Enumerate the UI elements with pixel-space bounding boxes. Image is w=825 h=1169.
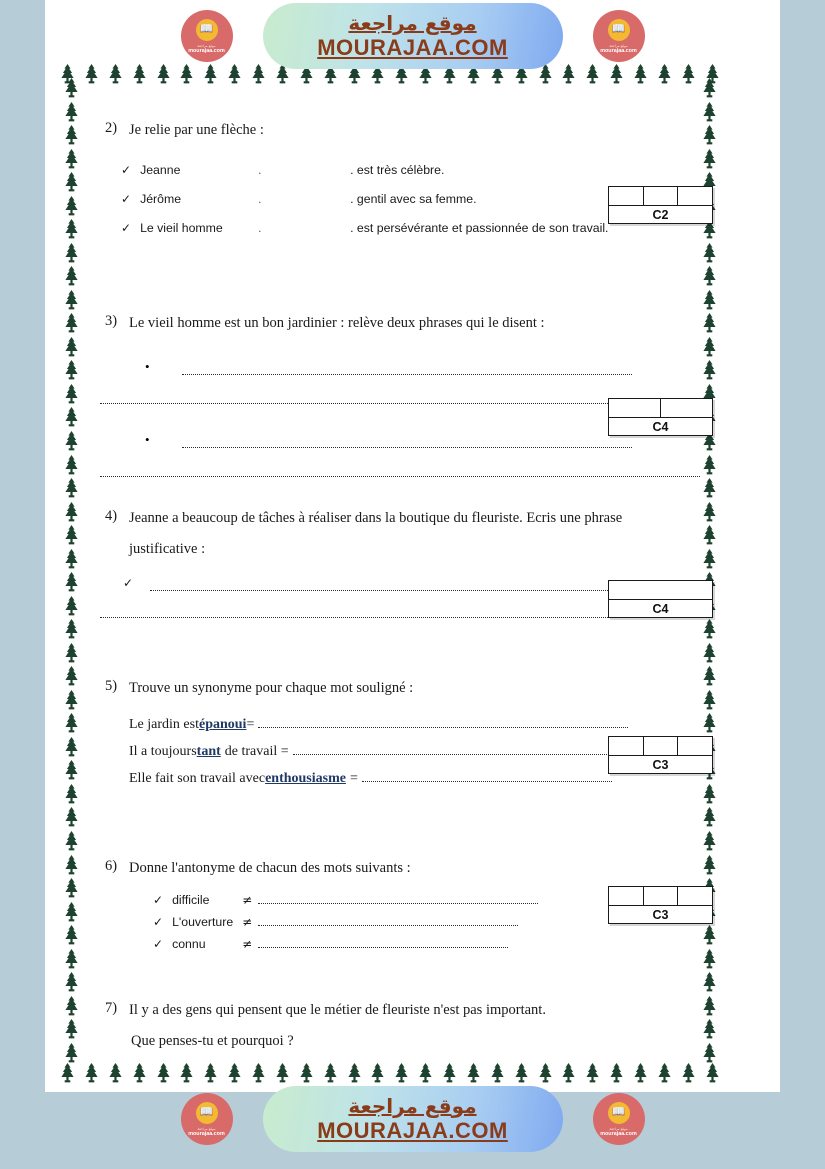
score-code: C4 (609, 417, 712, 435)
logo-url-text: mourajaa.com (188, 47, 225, 54)
exercise-4-prompt-line2: justificative : (129, 541, 206, 558)
logo-arabic-text: موقع مراجعة (609, 1126, 628, 1131)
score-code: C3 (609, 905, 712, 923)
score-cells[interactable] (609, 581, 712, 599)
match-left-anchor[interactable]: . (258, 192, 262, 207)
book-icon: 📖 (608, 19, 630, 41)
antonym-row[interactable] (153, 937, 705, 951)
score-code: C4 (609, 599, 712, 617)
logo-url-text: mourajaa.com (600, 47, 637, 54)
synonym-prefix: Il a toujours (129, 744, 197, 760)
match-left-anchor[interactable]: . (258, 163, 262, 178)
score-box-c2[interactable] (608, 186, 713, 224)
score-cells[interactable] (609, 187, 712, 205)
banner-arabic-title: موقع مراجعة (348, 1093, 477, 1118)
logo-right (593, 1093, 645, 1145)
dotted-writing-line[interactable] (258, 947, 508, 948)
bullet-icon: • (145, 359, 150, 375)
logo-right (593, 10, 645, 62)
match-right-text: est très célèbre. (356, 163, 445, 178)
score-cell[interactable] (609, 399, 661, 417)
logo-left (181, 1093, 233, 1145)
bullet-icon: • (145, 432, 150, 448)
antonym-word: L'ouverture (172, 915, 234, 930)
exercise-6-heading (105, 858, 705, 879)
score-cell[interactable] (678, 737, 712, 755)
not-equal-icon: ≠ (242, 915, 253, 930)
score-cells[interactable] (609, 737, 712, 755)
answer-line-1[interactable] (145, 359, 705, 375)
dotted-writing-line[interactable] (182, 374, 632, 375)
matching-row[interactable] (121, 163, 705, 177)
score-cell[interactable] (678, 187, 712, 205)
antonym-word: difficile (172, 893, 210, 908)
underlined-word: épanoui (198, 717, 247, 733)
banner-pill (188, 1086, 637, 1152)
antonym-word: connu (172, 937, 206, 952)
synonym-equals: = (246, 717, 255, 733)
banner-pill (188, 3, 637, 69)
logo-arabic-text: موقع مراجعة (197, 43, 216, 48)
match-right-anchor[interactable]: . (350, 221, 354, 236)
score-cell[interactable] (644, 737, 679, 755)
exercise-7-prompt: Il y a des gens qui pensent que le métier de fleuriste n'est pas important. (129, 1002, 546, 1018)
score-cell[interactable] (609, 187, 644, 205)
score-cell[interactable] (609, 737, 644, 755)
not-equal-icon: ≠ (242, 937, 253, 952)
match-right-anchor[interactable]: . (350, 163, 354, 178)
exercise-5-number: 5) (105, 678, 118, 694)
check-icon: ✓ (153, 893, 164, 908)
exercise-5-prompt: Trouve un synonyme pour chaque mot souligné : (129, 680, 414, 696)
match-left-item: Jeanne (140, 163, 181, 178)
exercise-7 (105, 1000, 705, 1052)
exercise-7-prompt-line2: Que penses-tu et pourquoi ? (131, 1033, 294, 1050)
exercise-4-heading (105, 508, 705, 529)
score-code: C2 (609, 205, 712, 223)
exercise-2-heading (105, 120, 705, 141)
match-right-item (350, 163, 705, 177)
footer-banner (0, 1083, 825, 1155)
banner-arabic-title: موقع مراجعة (348, 10, 477, 35)
logo-url-text: mourajaa.com (600, 1130, 637, 1137)
match-left-item: Jérôme (140, 192, 182, 207)
check-icon: ✓ (153, 915, 164, 930)
exercise-6-prompt: Donne l'antonyme de chacun des mots suivants : (129, 860, 411, 876)
exercise-4 (105, 508, 705, 618)
exercise-7-number: 7) (105, 1000, 118, 1016)
exercise-4-number: 4) (105, 508, 118, 524)
exercise-6 (105, 858, 705, 959)
dotted-writing-line[interactable] (293, 754, 623, 755)
dotted-writing-line[interactable] (182, 447, 632, 448)
logo-arabic-text: موقع مراجعة (197, 1126, 216, 1131)
synonym-prefix: Le jardin est (129, 717, 199, 733)
dotted-writing-line[interactable] (258, 925, 518, 926)
underlined-word: enthousiasme (265, 771, 346, 787)
exercise-2-prompt: Je relie par une flèche : (129, 122, 264, 138)
score-cells[interactable] (609, 399, 712, 417)
synonym-equals: = (349, 771, 358, 787)
exercise-2 (105, 120, 705, 250)
not-equal-icon: ≠ (242, 893, 253, 908)
match-right-text: gentil avec sa femme. (356, 192, 477, 207)
dotted-writing-line[interactable] (258, 903, 538, 904)
header-banner (0, 0, 825, 72)
synonym-row[interactable] (129, 717, 705, 733)
score-cell[interactable] (609, 887, 644, 905)
synonym-equals: de travail = (224, 744, 289, 760)
exercise-3-heading (105, 313, 705, 334)
score-box-c4-b[interactable] (608, 580, 713, 618)
exercise-3 (105, 313, 705, 477)
score-box-c3-b[interactable] (608, 886, 713, 924)
match-right-text: est persévérante et passionnée de son travail. (356, 221, 609, 236)
synonym-prefix: Elle fait son travail avec (129, 771, 266, 787)
logo-left (181, 10, 233, 62)
exercise-5-heading (105, 678, 705, 699)
match-left-item: Le vieil homme (140, 221, 223, 236)
score-cell[interactable] (644, 187, 679, 205)
worksheet-content (105, 120, 705, 1050)
logo-arabic-text: موقع مراجعة (609, 43, 628, 48)
check-icon: ✓ (121, 163, 132, 178)
book-icon: 📖 (196, 1102, 218, 1124)
exercise-7-heading (105, 1000, 705, 1021)
banner-site-url: MOURAJAA.COM (317, 34, 508, 60)
check-icon: ✓ (123, 576, 134, 591)
score-cells[interactable] (609, 887, 712, 905)
dotted-writing-line[interactable] (258, 727, 628, 728)
exercise-5 (105, 678, 705, 798)
book-icon: 📖 (608, 1102, 630, 1124)
exercise-2-number: 2) (105, 120, 118, 136)
score-cell[interactable] (609, 581, 712, 599)
score-cell[interactable] (644, 887, 679, 905)
check-icon: ✓ (121, 221, 132, 236)
score-cell[interactable] (678, 887, 712, 905)
exercise-6-number: 6) (105, 858, 118, 874)
logo-url-text: mourajaa.com (188, 1130, 225, 1137)
score-box-c3-a[interactable] (608, 736, 713, 774)
match-right-anchor[interactable]: . (350, 192, 354, 207)
dotted-writing-line[interactable] (100, 476, 700, 477)
score-code: C3 (609, 755, 712, 773)
dotted-writing-line[interactable] (362, 781, 612, 782)
score-box-c4-a[interactable] (608, 398, 713, 436)
exercise-3-prompt: Le vieil homme est un bon jardinier : relève deux phrases qui le disent : (129, 315, 545, 331)
underlined-word: tant (196, 744, 221, 760)
match-left-anchor[interactable]: . (258, 221, 262, 236)
check-icon: ✓ (153, 937, 164, 952)
exercise-4-prompt: Jeanne a beaucoup de tâches à réaliser dans la boutique du fleuriste. Ecris une phrase (129, 510, 623, 526)
check-icon: ✓ (121, 192, 132, 207)
dotted-writing-line[interactable] (150, 590, 670, 591)
banner-site-url: MOURAJAA.COM (317, 1117, 508, 1143)
exercise-3-number: 3) (105, 313, 118, 329)
score-cell[interactable] (661, 399, 712, 417)
book-icon: 📖 (196, 19, 218, 41)
